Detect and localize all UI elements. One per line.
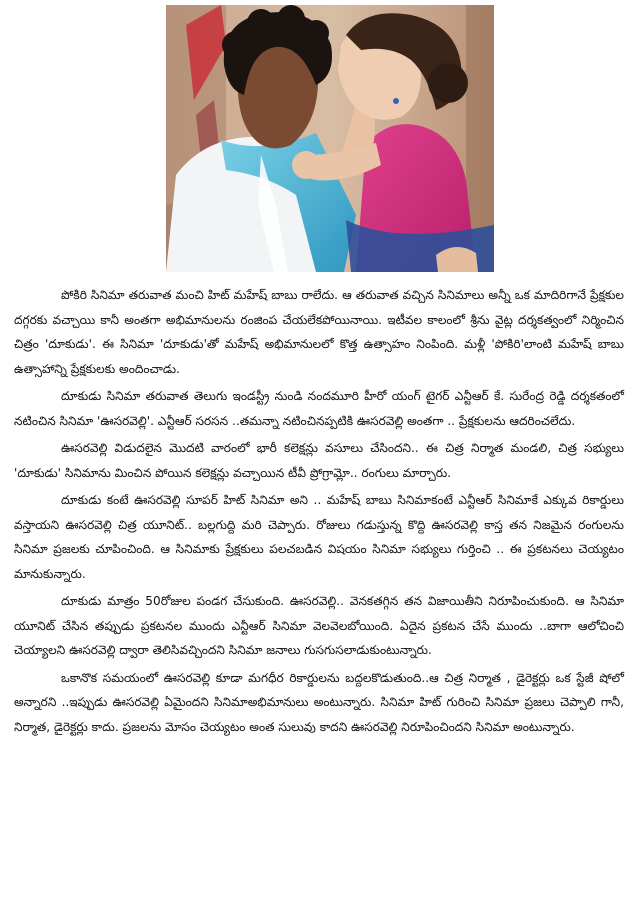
paragraph: దూకుడు మాత్రం 50రోజుల పండగ చేసుకుంది. ఊసరవెల్లి.. వెనకతగ్గిన తన విజాయితీని నిరూపించుకుంది. ఆ సినిమా యూనిట్ చేసిన తప్పుడు ప్రకటనల ముందు ఎన్టీఆర్ సినిమా వెలవెలబోయింది. ఏదైన ప్రకటన చేసే ముందు ..బాగా ఆలోచించి చెయ్యాలని ఊసరవెల్లి ద్వారా తెలిసివచ్చిందని సినిమా జనాలు గుసగుసలాడుకుంటున్నారు.: [14, 594, 624, 657]
paragraph: ఊసరవెల్లి విడుదలైన మొదటి వారంలో భారీ కలెక్షన్లు వసూలు చేసిందని.. ఈ చిత్ర నిర్మాత మండలి, చిత్ర సభ్యులు 'దూకుడు' సినిమాను మించిన పోయిన కలెక్షన్లు వచ్చాయిన టీవీ ప్రోగ్రామ్లో.. రంగులు మార్చారు.: [14, 441, 624, 480]
paragraph: పోకిరి సినిమా తరువాత మంచి హిట్ మహేష్ బాబు రాలేదు. ఆ తరువాత వచ్చిన సినిమాలు అన్నీ ఒక మాదిరిగానే ప్రేక్షకుల దగ్గరకు వచ్చాయి కానీ అంతగా అభిమానులను రంజింప చేయలేకపోయినాయి. ఇటీవల కాలంలో శ్రీను వైట్ల దర్శకత్వంలో నిర్మించిన చిత్రం 'దూకుడు'. ఈ సినిమా 'దూకుడు'తో మహేష్ అభిమానులలో కొత్త ఉత్సాహం నింపింది. మళ్లీ 'పోకిరి'లాంటి మహేష్ బాబు ఉత్సాహాన్ని ప్రేక్షకులకు అందించాడు.: [14, 288, 624, 376]
paragraph: దూకుడు సినిమా తరువాత తెలుగు ఇండస్ట్రీ నుండి నందమూరి హీరో యంగ్ టైగర్ ఎన్టీఆర్ కే. సురేంద్ర రెడ్డి దర్శకతంలో నటించిన సినిమా 'ఊసరవెల్లి'. ఎన్టీఆర్ సరసన ..తమన్నా నటించినప్పటికి ఊసరవెల్లి అంతగా .. ప్రేక్షకులను ఆదరించలేదు.: [14, 389, 624, 428]
article-photo: [166, 5, 494, 272]
paragraph: ఒకానొక సమయంలో ఊసరవెల్లి కూడా మగధీర రికార్డులను బద్దలకొడుతుంది..ఆ చిత్ర నిర్మాత , డైరెక్టర్లు ఒక స్టేజీ షోలో అన్నారని ..ఇప్పుడు ఊసరవెల్లి ఏమైందని సినిమాఅభిమానులు అంటున్నారు. సినిమా హిట్ గురించి సినిమా ప్రజలు చెప్పాలి గానీ, నిర్మాత, డైరెక్టర్లు కాదు. ప్రజలను మోసం చెయ్యటం అంత సులువు కాదని ఊసరవెల్లి నిరూపించిందని సినిమా అంటున్నారు.: [14, 670, 624, 734]
paragraph: దూకుడు కంటే ఊసరవెల్లి సూపర్ హిట్ సినిమా అని .. మహేష్ బాబు సినిమాకంటే ఎన్టీఆర్ సినిమాకే ఎక్కువ రికార్డులు వస్తాయని ఊసరవెల్లి చిత్ర యూనిట్.. బల్లగుద్ది మరి చెప్పారు. రోజులు గడుస్తున్న కొద్ది ఊసరవెల్లి కాస్త తన నిజమైన రంగులను సినిమా ప్రజలకు చూపించింది. ఆ సినిమాకు ప్రేక్షకులు పలచబడిన విషయం సినిమా సభ్యులు గుర్తించి .. ఈ ప్రకటనలు చెయ్యటం మానుకున్నారు.: [14, 493, 624, 581]
article-body: [14, 283, 624, 742]
